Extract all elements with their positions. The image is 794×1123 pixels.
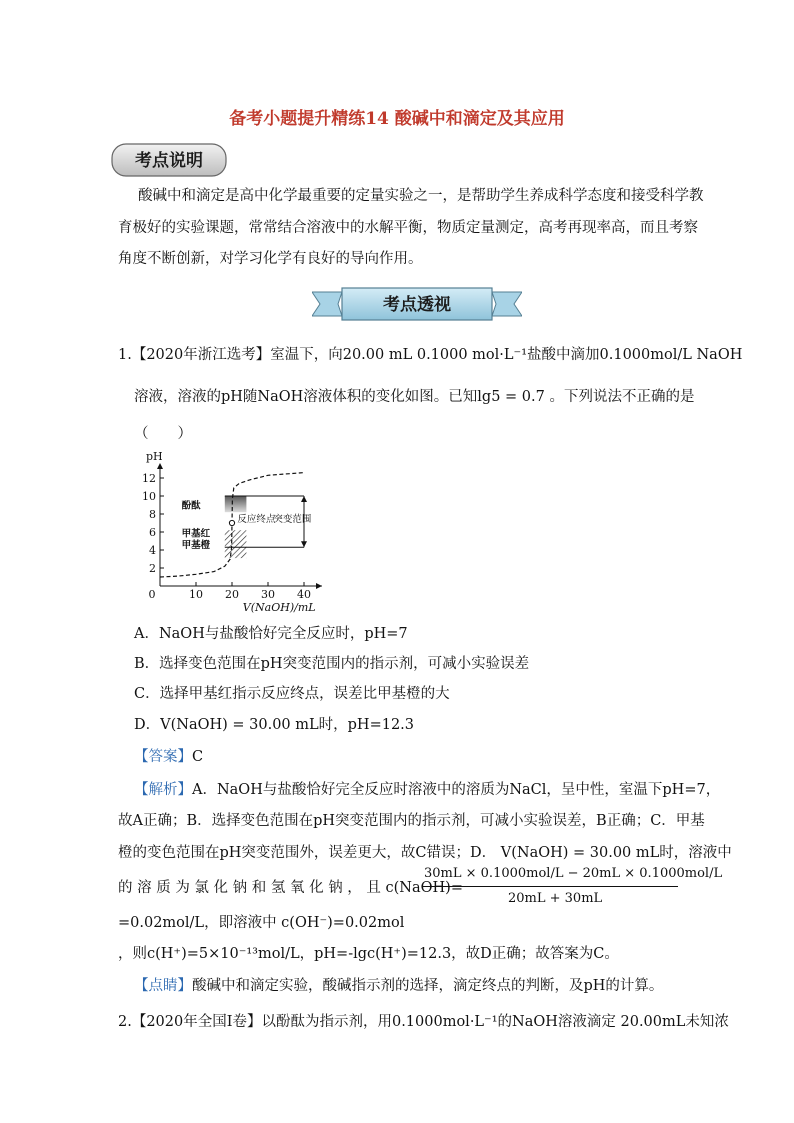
badge-explain-text: 考点说明 [135, 151, 203, 171]
q1-option-c: C．选择甲基红指示反应终点，误差比甲基橙的大 [134, 686, 450, 702]
fraction-bar [422, 886, 678, 887]
x-tick-label: 30 [261, 588, 275, 601]
jump-arrow-head-down [301, 541, 307, 547]
intro-line-2: 育极好的实验课题，常常结合溶液中的水解平衡，物质定量测定，高考再现率高，而且考察 [118, 220, 698, 236]
endpoint-marker [229, 520, 234, 525]
x-tick-label: 10 [189, 588, 203, 601]
intro-line-3: 角度不断创新，对学习化学有良好的导向作用。 [118, 251, 423, 267]
x-axis-label: V(NaOH)/mL [242, 601, 316, 614]
answer-tag: 【答案】 [134, 749, 192, 765]
analysis-line-1 [134, 780, 720, 800]
x-tick-label: 20 [225, 588, 239, 601]
phenolphthalein-band [225, 496, 247, 512]
label-methyl-orange: 甲基橙 [181, 540, 211, 552]
intro-line-1: 酸碱中和滴定是高中化学最重要的定量实验之一，是帮助学生养成科学态度和接受科学教 [138, 188, 704, 204]
point-text: 酸碱中和滴定实验，酸碱指示剂的选择，滴定终点的判断，及pH的计算。 [192, 978, 664, 994]
jump-arrow-head-up [301, 496, 307, 502]
x-tick-label: 40 [297, 588, 311, 601]
fraction-numerator: 30mL × 0.1000mol/L − 20mL × 0.1000mol/L [424, 866, 723, 881]
label-endpoint: 反应终点 [237, 514, 276, 526]
q1-answer-blank: （ ） [134, 426, 192, 442]
y-axis-label: pH [146, 450, 163, 463]
answer-value: C [192, 749, 204, 765]
q1-option-d: D．V(NaOH) = 30.00 mL时，pH=12.3 [134, 717, 415, 733]
y-tick-label: 12 [142, 472, 156, 485]
q2-line-1: 2.【2020年全国Ⅰ卷】以酚酞为指示剂，用0.1000mol·L⁻¹的NaOH溶液滴定 20.00mL未知浓 [118, 1014, 729, 1030]
analysis-line-2: 故A正确；B．选择变色范围在pH突变范围内的指示剂，可减小实验误差，B正确；C．甲基 [118, 813, 705, 829]
point-tag: 【点睛】 [134, 978, 192, 994]
q1-option-b: B．选择变色范围在pH突变范围内的指示剂，可减小实验误差 [134, 656, 530, 672]
page-title: 备考小题提升精练14 酸碱中和滴定及其应用 [229, 109, 565, 129]
y-tick-label: 2 [149, 562, 156, 575]
methyl-indicator-band [225, 530, 247, 558]
y-tick-label: 6 [149, 526, 156, 539]
y-tick-label: 10 [142, 490, 156, 503]
x-tick-label: 0 [148, 588, 156, 601]
y-axis-arrow [157, 463, 163, 469]
label-phenolphthalein: 酚酞 [181, 500, 201, 512]
label-methyl-red: 甲基红 [181, 528, 211, 540]
y-tick-label: 4 [149, 544, 156, 557]
q1-option-a: A．NaOH与盐酸恰好完全反应时，pH=7 [134, 626, 408, 642]
answer-line [134, 747, 203, 767]
point-line [134, 976, 663, 996]
analysis-tag: 【解析】 [134, 782, 192, 798]
analysis-line-4: 的 溶 质 为 氯 化 钠 和 氢 氧 化 钠 ， 且 c(NaOH)= [118, 880, 463, 896]
x-axis-arrow [316, 583, 322, 589]
label-jump-range: 突变范围 [273, 514, 312, 526]
section-badge-explain [110, 142, 228, 178]
q1-line-1: 1.【2020年浙江选考】室温下，向20.00 mL 0.1000 mol·L⁻¹盐酸中滴加0.1000mol/L NaOH [118, 347, 743, 363]
analysis-line-5: =0.02mol/L，即溶液中 c(OH⁻)=0.02mol [118, 915, 405, 931]
badge-insight-text: 考点透视 [383, 295, 451, 315]
analysis-text-1: A．NaOH与盐酸恰好完全反应时溶液中的溶质为NaCl，呈中性，室温下pH=7， [192, 782, 721, 798]
titration-curve-chart [130, 448, 330, 620]
analysis-line-6: ，则c(H⁺)=5×10⁻¹³mol/L，pH=-lgc(H⁺)=12.3，故D正确；故答案为C。 [118, 946, 619, 962]
section-badge-insight [312, 286, 522, 322]
q1-line-2: 溶液，溶液的pH随NaOH溶液体积的变化如图。已知lg5 = 0.7 。下列说法不正确的是 [134, 389, 695, 405]
y-tick-label: 8 [149, 508, 156, 521]
fraction-denominator: 20mL + 30mL [508, 891, 603, 906]
analysis-line-3: 橙的变色范围在pH突变范围外，误差更大，故C错误；D． V(NaOH) = 30.00 mL时，溶液中 [118, 845, 732, 861]
